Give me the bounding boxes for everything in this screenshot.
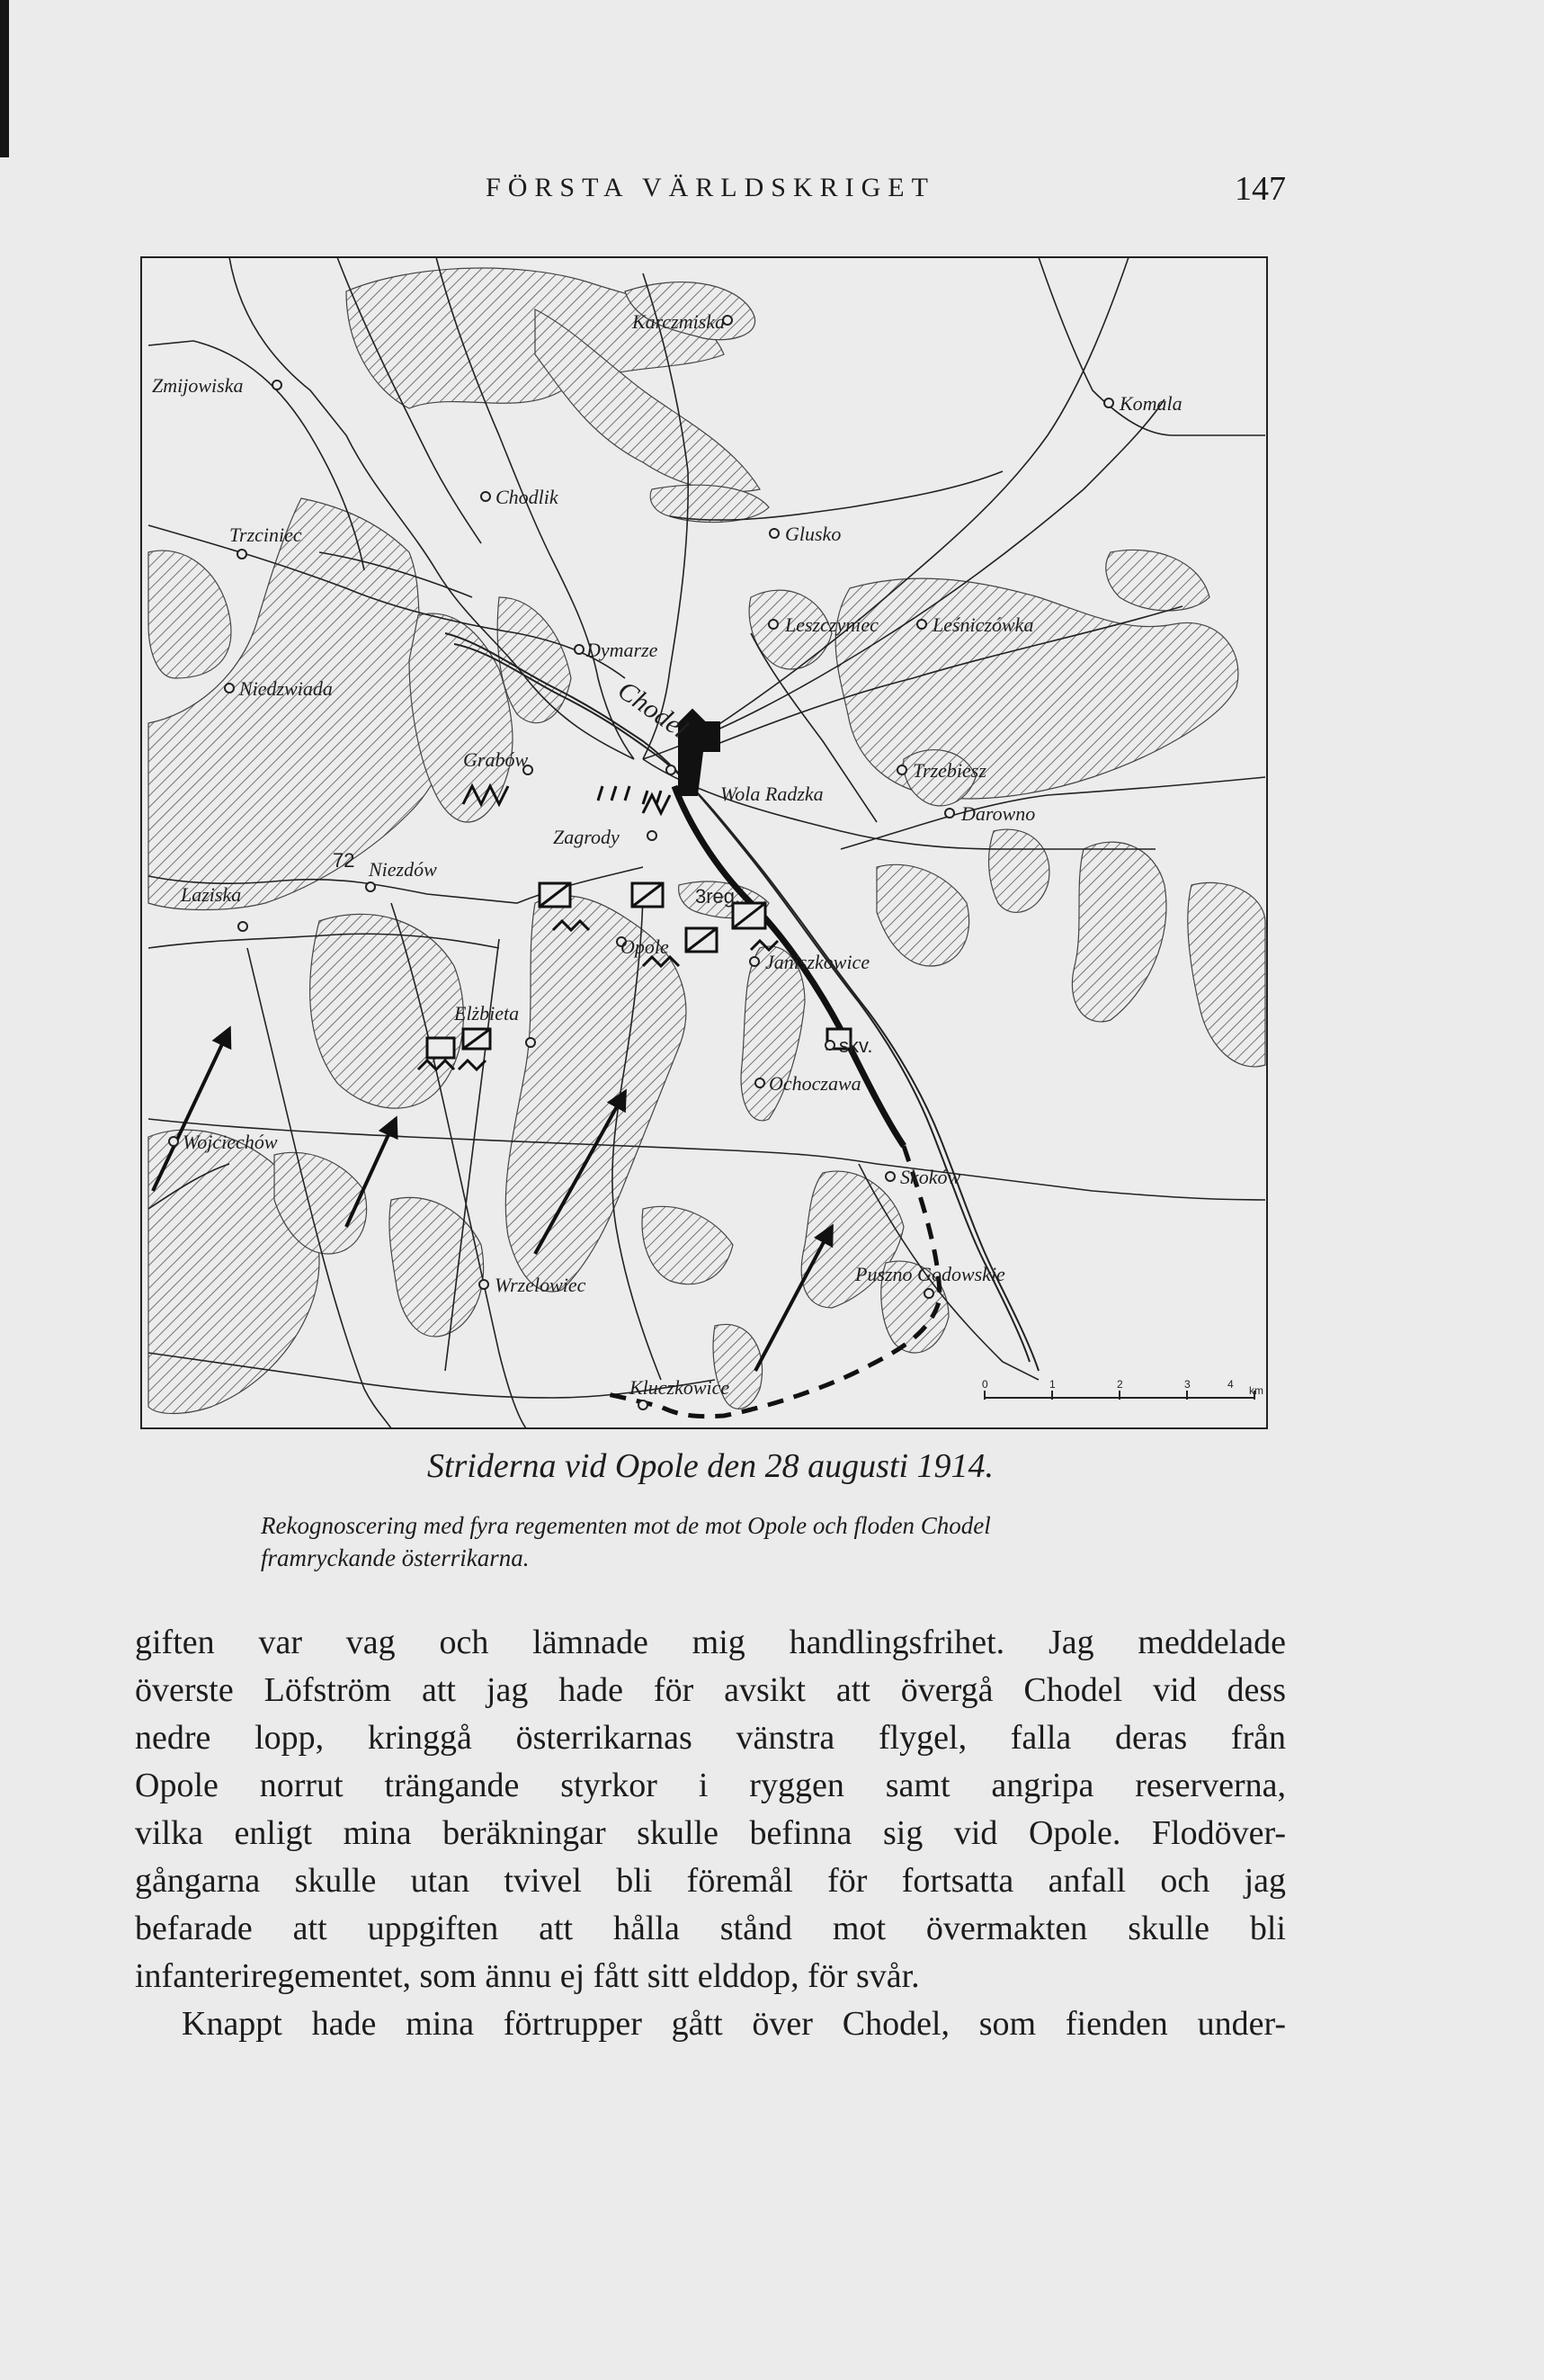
place-darowno: Darowno (961, 802, 1036, 825)
body-line-3: nedre lopp, kringgå österrikarnas vänstra flygel, falla deras från (135, 1719, 1286, 1757)
place-wola-radzka: Wola Radzka (720, 783, 824, 805)
place-zmijowiska: Zmijowiska (152, 374, 244, 397)
place-wrzelowiec: Wrzelowiec (495, 1274, 586, 1296)
label-3reg: 3reg. (695, 885, 741, 908)
elevation-72: 72 (333, 849, 355, 872)
place-karczmiska: Karczmiska (632, 310, 726, 333)
body-text (135, 1619, 1286, 2048)
place-chodlik: Chodlik (495, 486, 558, 508)
place-laziska: Laziska (181, 883, 242, 906)
battle-map-svg (139, 255, 1269, 1430)
body-line-7: befarade att uppgiften att hålla stånd mot övermakten skulle bli (135, 1910, 1286, 1947)
place-leszczyniec: Leszczyniec (785, 613, 879, 636)
place-glusko: Glusko (785, 523, 842, 545)
running-title: FÖRSTA VÄRLDSKRIGET (486, 173, 935, 202)
place-lesniczowka: Leśniczówka (933, 613, 1034, 636)
place-grabow: Grabów (463, 748, 529, 771)
scale-tick-3: 3 (1184, 1378, 1191, 1391)
place-elzbieta: Elżbieta (454, 1002, 520, 1024)
place-janiszkowice: Janiszkowice (765, 951, 870, 973)
body-line-5: vilka enligt mina beräkningar skulle befinna sig vid Opole. Flodöver- (135, 1814, 1286, 1852)
scale-tick-1: 1 (1049, 1378, 1056, 1391)
place-dymarze: Dymarze (586, 639, 658, 661)
place-opole: Opole (620, 935, 669, 958)
battle-map (139, 255, 1269, 1430)
unit-flag-wola (697, 721, 720, 752)
body-line-1: giften var vag och lämnade mig handlingsfrihet. Jag meddelade (135, 1624, 1286, 1661)
page-number: 147 (1235, 170, 1286, 208)
body-paragraph-2-line-1: Knappt hade mina förtrupper gått över Chodel, som fienden under- (182, 2005, 1286, 2043)
place-niezdow: Niezdów (369, 858, 437, 881)
place-kluczkowice: Kluczkowice (629, 1376, 730, 1399)
body-line-6: gångarna skulle utan tvivel bli föremål för fortsatta anfall och jag (135, 1862, 1286, 1900)
figure-caption-title: Striderna vid Opole den 28 augusti 1914. (426, 1447, 995, 1485)
place-wojciechow: Wojciechów (183, 1131, 278, 1153)
scale-tick-0: 0 (982, 1378, 988, 1391)
figure-caption-subtitle-line1: Rekognoscering med fyra regementen mot de mot Opole och floden Chodel (261, 1512, 991, 1539)
label-skv: skv. (839, 1034, 873, 1057)
place-zagrody: Zagrody (553, 826, 620, 848)
scale-unit-label: km (1249, 1384, 1263, 1397)
place-skokow: Skoków (900, 1166, 961, 1188)
scan-page-edge (0, 0, 9, 157)
river-label-chodel: Chodel (611, 675, 693, 745)
place-puszno-godowskie: Puszno Godowskie (855, 1263, 1005, 1285)
place-trzebiesz: Trzebiesz (913, 759, 986, 782)
place-trzciniec: Trzciniec (229, 523, 302, 546)
place-niedzwiada: Niedzwiada (239, 677, 333, 700)
body-line-8: infanteriregementet, som ännu ej fått sitt elddop, för svår. (135, 1957, 920, 1995)
scale-tick-2: 2 (1117, 1378, 1123, 1391)
unit-rect-elzbieta-1 (427, 1038, 454, 1058)
place-komala: Komala (1120, 392, 1183, 415)
running-head (135, 169, 1286, 214)
figure-caption-subtitle (261, 1509, 1160, 1574)
scale-tick-4: 4 (1227, 1378, 1234, 1391)
body-line-2: överste Löfström att jag hade för avsikt att övergå Chodel vid dess (135, 1671, 1286, 1709)
body-line-4: Opole norrut trängande styrkor i ryggen samt angripa reserverna, (135, 1767, 1286, 1804)
place-ochoczawa: Ochoczawa (769, 1072, 861, 1095)
figure-caption-subtitle-line2: framryckande österrikarna. (261, 1544, 530, 1571)
